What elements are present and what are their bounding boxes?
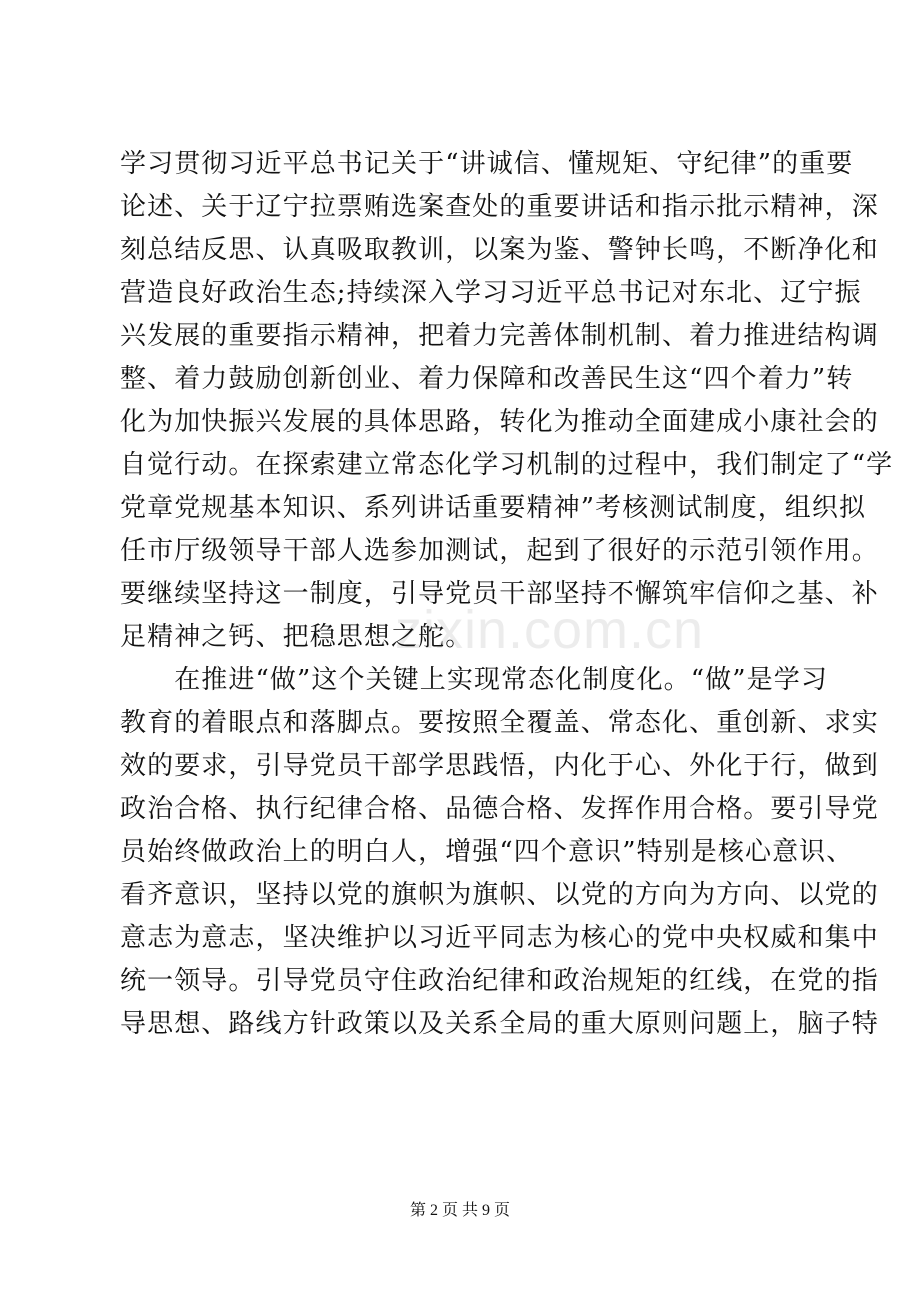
text-line: 自觉行动。在探索建立常态化学习机制的过程中，我们制定了“学 [120, 450, 894, 480]
text-line: 统一领导。引导党员守住政治纪律和政治规矩的红线，在党的指 [120, 966, 879, 996]
text-line: 要继续坚持这一制度，引导党员干部坚持不懈筑牢信仰之基、补 [120, 579, 879, 609]
watermark-text: zixin.com.cn [395, 600, 705, 660]
text-line: 政治合格、执行纪律合格、品德合格、发挥作用合格。要引导党 [120, 794, 879, 824]
text-line: 意志为意志，坚决维护以习近平同志为核心的党中央权威和集中 [120, 923, 879, 953]
text-line: 刻总结反思、认真吸取教训，以案为鉴、警钟长鸣，不断净化和 [120, 235, 879, 265]
text-line: 教育的着眼点和落脚点。要按照全覆盖、常态化、重创新、求实 [120, 708, 879, 738]
text-line: 导思想、路线方针政策以及关系全局的重大原则问题上，脑子特 [120, 1009, 879, 1039]
text-line: 任市厅级领导干部人选参加测试，起到了很好的示范引领作用。 [120, 536, 879, 566]
text-line: 党章党规基本知识、系列讲话重要精神”考核测试制度，组织拟 [120, 493, 867, 523]
text-line: 效的要求，引导党员干部学思践悟，内化于心、外化于行，做到 [120, 751, 879, 781]
text-line: 看齐意识，坚持以党的旗帜为旗帜、以党的方向为方向、以党的 [120, 880, 879, 910]
text-line: 化为加快振兴发展的具体思路，转化为推动全面建成小康社会的 [120, 407, 879, 437]
body-text [120, 143, 894, 1046]
page-footer: 第 2 页 共 9 页 [409, 1202, 510, 1219]
text-line: 员始终做政治上的明白人，增强“四个意识”特别是核心意识、 [120, 837, 854, 867]
text-line: 兴发展的重要指示精神，把着力完善体制机制、着力推进结构调 [120, 321, 879, 351]
text-line: 论述、关于辽宁拉票贿选案查处的重要讲话和指示批示精神，深 [120, 192, 879, 222]
text-line: 学习贯彻习近平总书记关于“讲诚信、懂规矩、守纪律”的重要 [120, 149, 854, 179]
text-line: 足精神之钙、把稳思想之舵。 [120, 622, 473, 652]
text-line: 在推进“做”这个关键上实现常态化制度化。“做”是学习 [120, 665, 828, 695]
text-line: 营造良好政治生态;持续深入学习习近平总书记对东北、辽宁振 [120, 278, 862, 308]
text-line: 整、着力鼓励创新创业、着力保障和改善民生这“四个着力”转 [120, 364, 854, 394]
